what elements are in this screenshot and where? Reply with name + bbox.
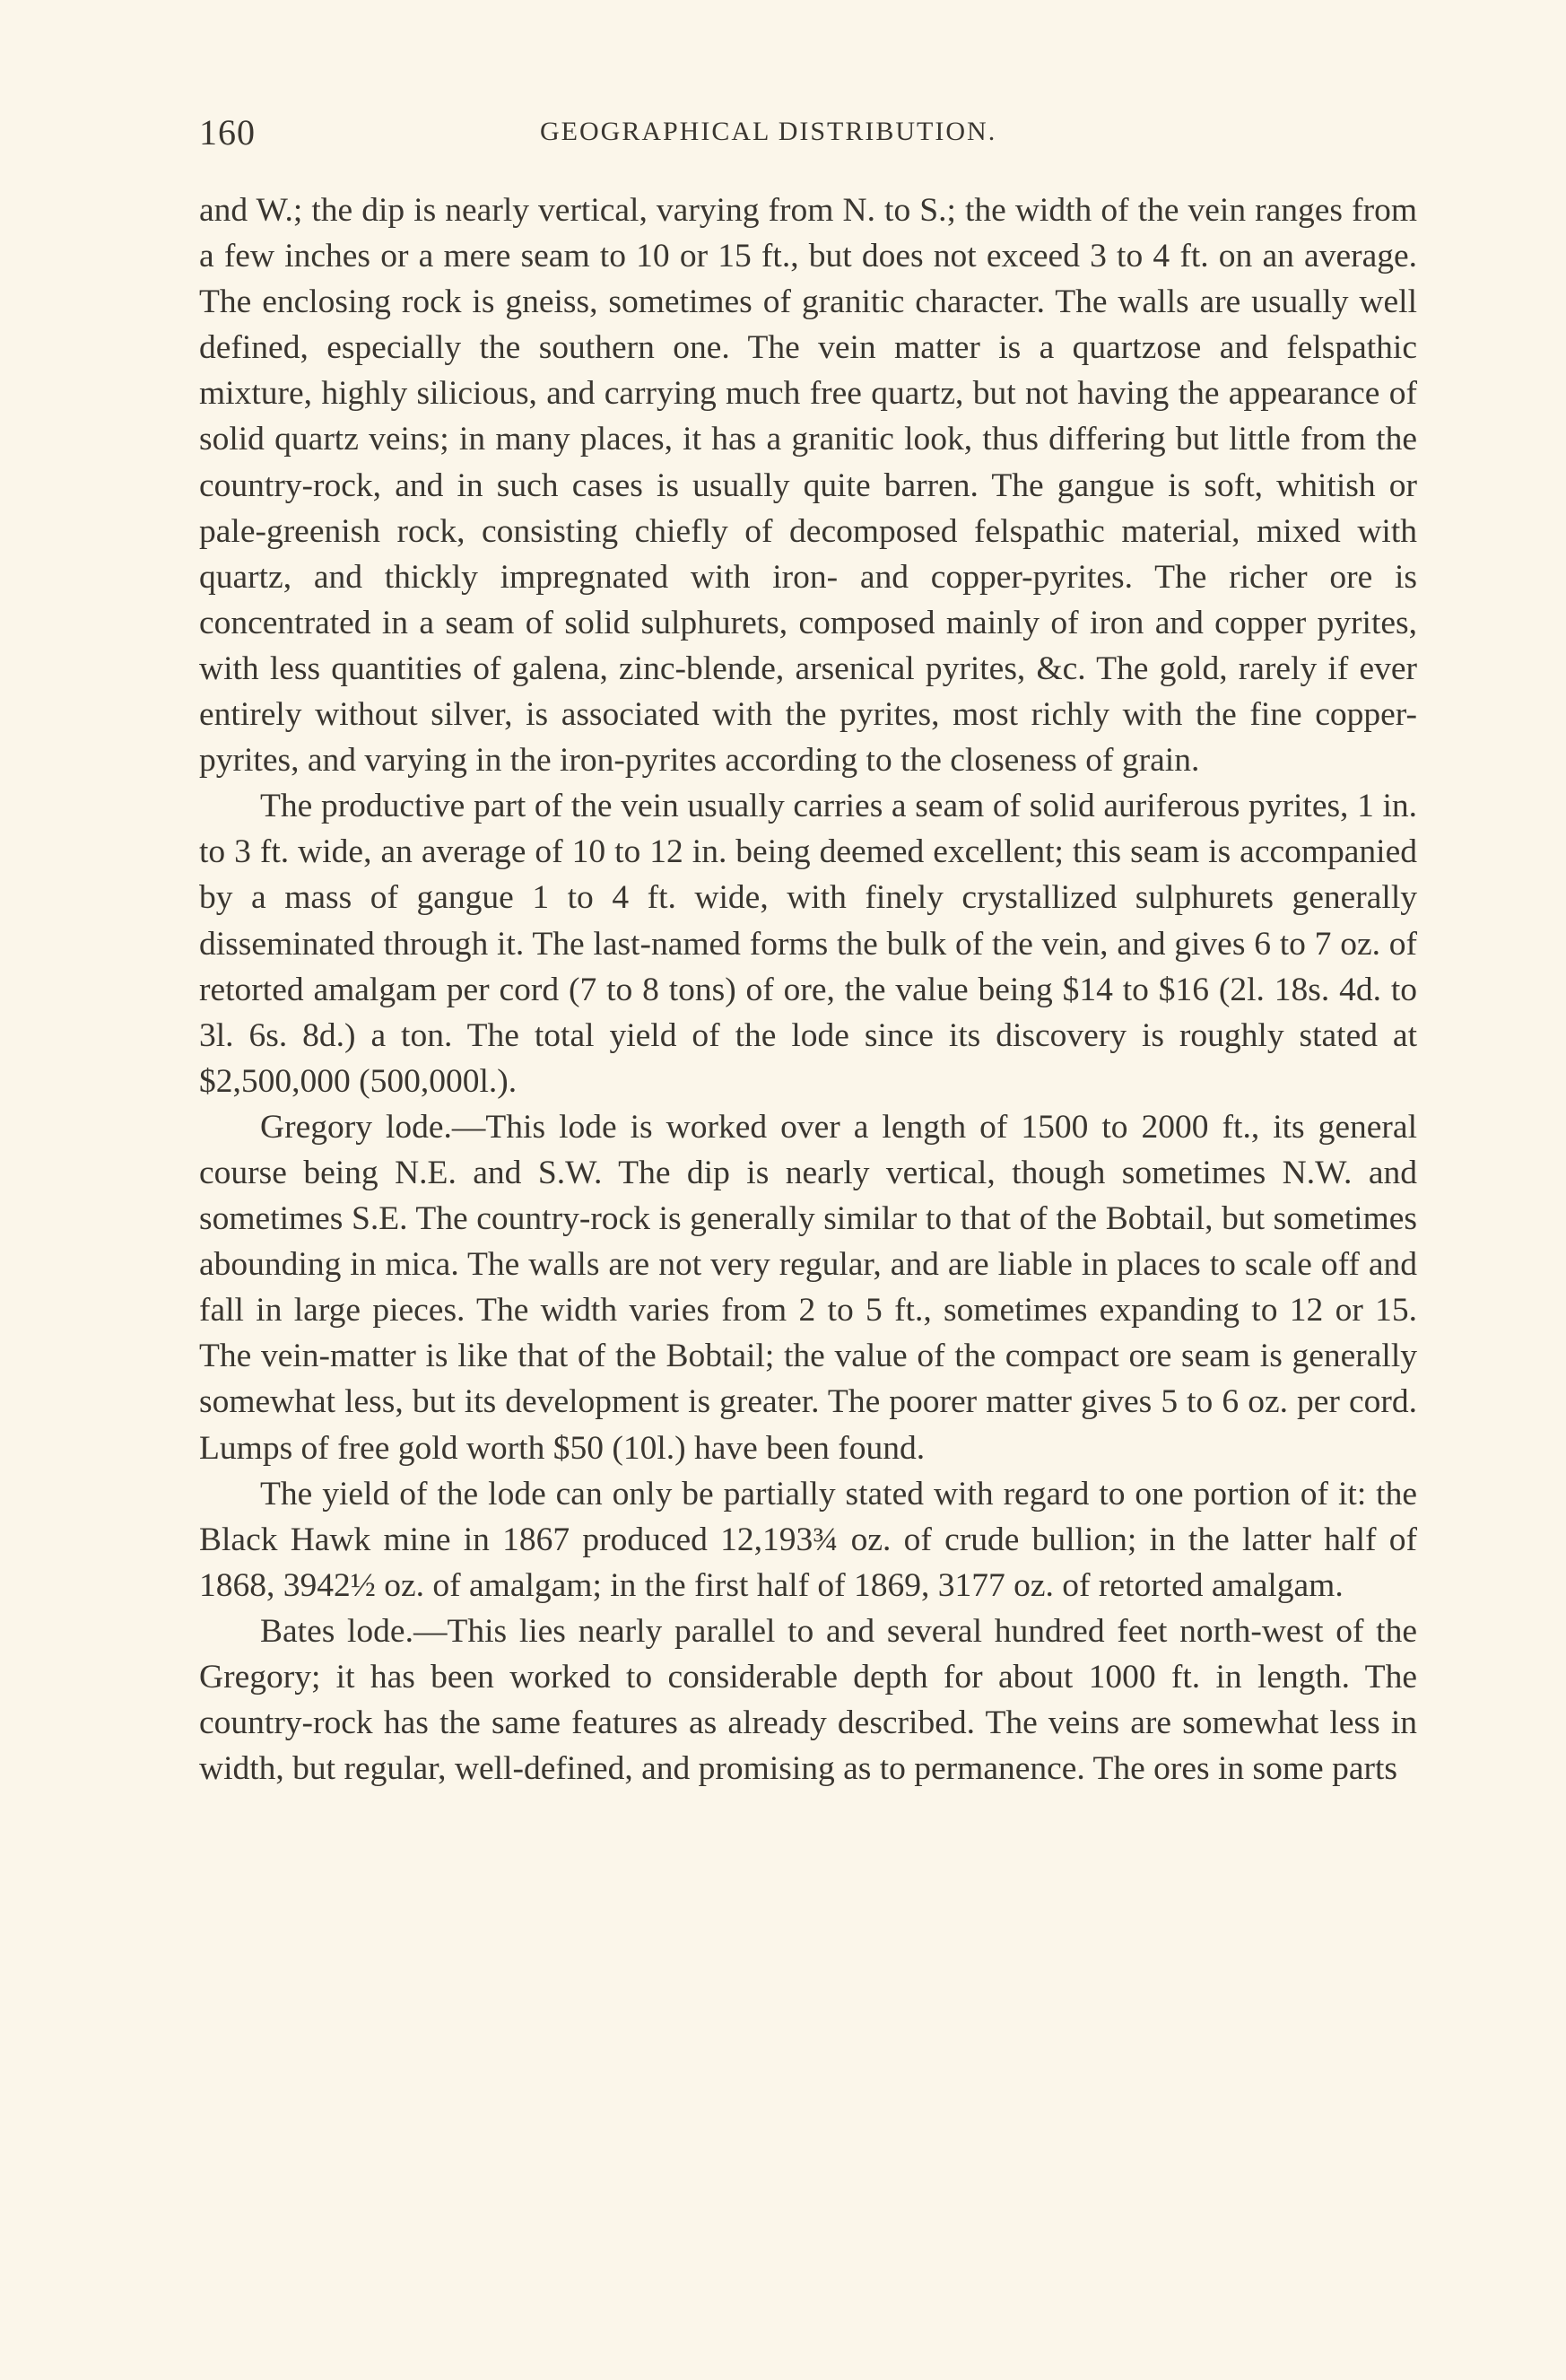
paragraph-bates-lode: Bates lode.—This lies nearly parallel to and several hundred feet north-west of the Gregory; it has been worked to considerable depth for about 1000 ft. in length. The country-rock has the same features as already described. The veins are somewhat less in width, but regular, well-defined, and promising as to permanence. The ores in some parts bbox=[199, 1612, 1417, 1788]
page-header bbox=[199, 111, 1455, 158]
paragraph-gregory-lode: Gregory lode.—This lode is worked over a length of 1500 to 2000 ft., its general course being N.E. and S.W. The dip is nearly vertical, though sometimes N.W. and sometimes S.E. The country-rock is generally similar to that of the Bobtail, but sometimes abounding in mica. The walls are not very regular, and are liable in places to scale off and fall in large pieces. The width varies from 2 to 5 ft., sometimes expanding to 12 or 15. The vein-matter is like that of the Bobtail; the value of the compact ore seam is generally somewhat less, but its development is greater. The poorer matter gives 5 to 6 oz. per cord. Lumps of free gold worth $50 (10l.) have been found. bbox=[199, 1108, 1417, 1467]
paragraph-productive-part: The productive part of the vein usually carries a seam of solid auriferous pyrites, 1 in. to 3 ft. wide, an average of 10 to 12 in. being deemed excellent; this seam is accompanied by a mass of gangue 1 to 4 ft. wide, with finely crystallized sulphurets generally disseminated through it. The last-named forms the bulk of the vein, and gives 6 to 7 oz. of retorted amalgam per cord (7 to 8 tons) of ore, the value being $14 to $16 (2l. 18s. 4d. to 3l. 6s. 8d.) a ton. The total yield of the lode since its discovery is roughly stated at $2,500,000 (500,000l.). bbox=[199, 788, 1417, 1100]
paragraph-bobtail-vein: and W.; the dip is nearly vertical, varying from N. to S.; the width of the vein ranges from a few inches or a mere seam to 10 or 15 ft., but does not exceed 3 to 4 ft. on an average. The enclosing rock is gneiss, sometimes of granitic character. The walls are usually well defined, especially the southern one. The vein matter is a quartzose and felspathic mixture, highly silicious, and carrying much free quartz, but not having the appearance of solid quartz veins; in many places, it has a granitic look, thus differing but little from the country-rock, and in such cases is usually quite barren. The gangue is soft, whitish or pale-greenish rock, consisting chiefly of decomposed felspathic material, mixed with quartz, and thickly impregnated with iron- and copper-pyrites. The richer ore is concentrated in a seam of solid sulphurets, composed mainly of iron and copper pyrites, with less quantities of galena, zinc-blende, arsenical pyrites, &c. The gold, rarely if ever entirely without silver, is associated with the pyrites, most richly with the fine copper-pyrites, and varying in the iron-pyrites according to the closeness of grain. bbox=[199, 192, 1417, 780]
page-number: 160 bbox=[199, 112, 256, 153]
running-title: GEOGRAPHICAL DISTRIBUTION. bbox=[540, 117, 997, 146]
paragraph-yield-of-lode: The yield of the lode can only be partially stated with regard to one portion of it: the Black Hawk mine in 1867 produced 12,193¾ oz. of crude bullion; in the latter half of 1868, 3942½ oz. of amalgam; in the first half of 1869, 3177 oz. of retorted amalgam. bbox=[199, 1475, 1417, 1604]
body-text bbox=[199, 187, 1417, 1792]
